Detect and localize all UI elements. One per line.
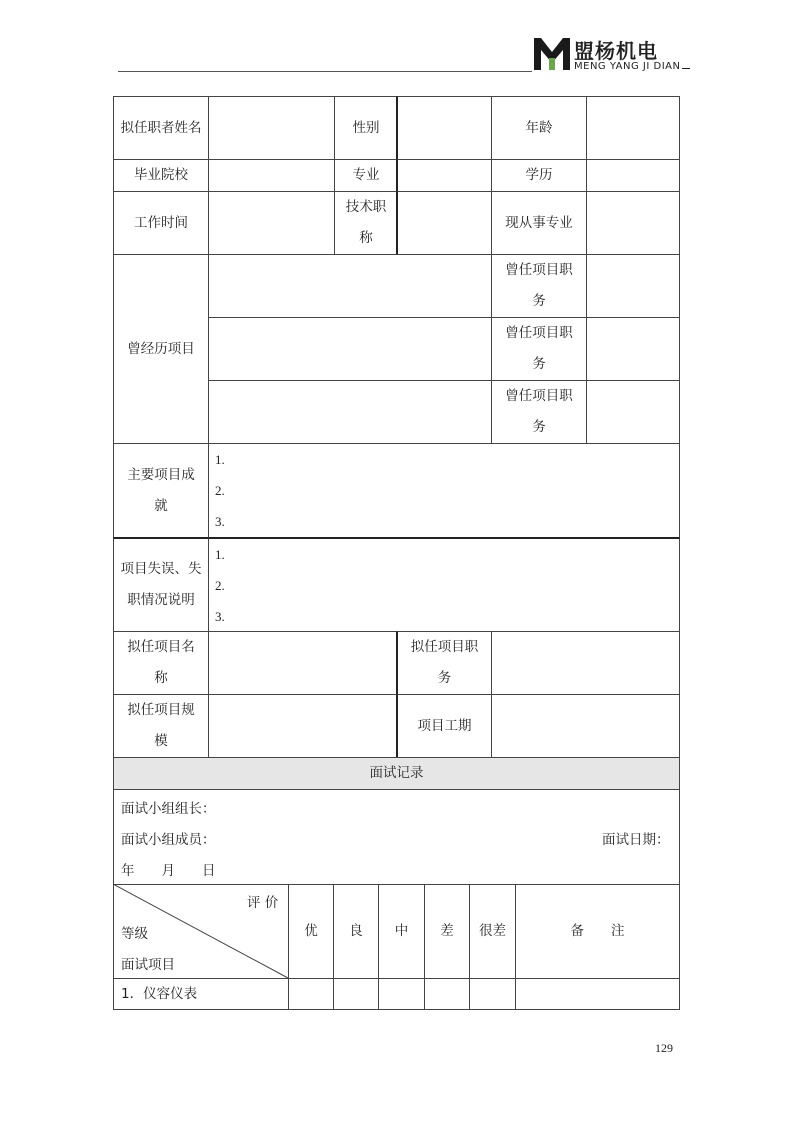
page-number: 129 [655,1041,673,1055]
history-project-2[interactable] [208,317,492,381]
achievements-item-3: 3. [215,514,225,529]
interview-section-title: 面试记录 [113,757,680,790]
proposed-scale-value[interactable] [208,694,398,758]
past-role-value-2[interactable] [586,317,680,381]
achievements-item-1: 1. [215,452,225,467]
grade-excellent: 优 [288,884,334,979]
achievements-item-2: 2. [215,483,225,498]
interview-leader-label: 面试小组组长： [121,801,216,817]
interview-members-label: 面试小组成员： [121,832,216,848]
grade-label: 等级 [121,926,148,942]
school-label: 毕业院校 [113,159,209,192]
eval-appearance-remarks[interactable] [515,978,680,1010]
duration-label: 项目工期 [396,694,492,758]
proposed-project-value[interactable] [208,631,398,695]
grade-average: 中 [378,884,425,979]
past-role-label-3: 曾任项目职务 [491,380,587,444]
grade-poor: 差 [424,884,470,979]
remarks-label: 备 注 [515,884,680,979]
mistakes-label: 项目失误、失职情况说明 [113,537,209,632]
logo-chinese-text: 盟杨机电 [574,39,658,63]
major-label: 专业 [334,159,398,192]
degree-value[interactable] [586,159,680,192]
eval-item-appearance: 1．仪容仪表 [113,978,289,1010]
past-role-label-2: 曾任项目职务 [491,317,587,381]
header-rule [118,71,532,72]
history-project-1[interactable] [208,254,492,318]
current-major-value[interactable] [586,191,680,255]
eval-appearance-very-poor[interactable] [469,978,516,1010]
age-label: 年龄 [491,96,587,160]
work-time-label: 工作时间 [113,191,209,255]
eval-label: 评 价 [247,895,279,911]
achievements-value[interactable] [208,443,680,538]
mistakes-value[interactable] [208,537,680,632]
past-role-label-1: 曾任项目职务 [491,254,587,318]
interview-date-label: 面试日期： [602,832,670,848]
current-major-label: 现从事专业 [491,191,587,255]
interview-item-label: 面试项目 [121,957,175,973]
past-role-value-1[interactable] [586,254,680,318]
company-logo [534,36,684,76]
duration-value[interactable] [491,694,680,758]
gender-label: 性别 [334,96,398,160]
work-time-value[interactable] [208,191,335,255]
history-label: 曾经历项目 [113,254,209,444]
major-value[interactable] [396,159,492,192]
age-value[interactable] [586,96,680,160]
mistakes-item-1: 1. [215,547,225,562]
name-label: 拟任职者姓名 [113,96,209,160]
name-value[interactable] [208,96,335,160]
achievements-label: 主要项目成就 [113,443,209,538]
proposed-role-value[interactable] [491,631,680,695]
eval-appearance-poor[interactable] [424,978,470,1010]
history-project-3[interactable] [208,380,492,444]
degree-label: 学历 [491,159,587,192]
gender-value[interactable] [396,96,492,160]
school-value[interactable] [208,159,335,192]
interview-date-parts: 年 月 日 [121,863,216,879]
eval-appearance-excellent[interactable] [288,978,334,1010]
logo-mark-icon [534,36,570,72]
eval-appearance-average[interactable] [378,978,425,1010]
proposed-role-label: 拟任项目职务 [396,631,492,695]
past-role-value-3[interactable] [586,380,680,444]
eval-appearance-good[interactable] [333,978,379,1010]
logo-english-text: MENG YANG JI DIAN [574,61,690,72]
grade-good: 良 [333,884,379,979]
title-value[interactable] [396,191,492,255]
mistakes-item-3: 3. [215,609,225,624]
grade-very-poor: 很差 [469,884,516,979]
title-label: 技术职称 [334,191,398,255]
proposed-project-label: 拟任项目名称 [113,631,209,695]
proposed-scale-label: 拟任项目规模 [113,694,209,758]
mistakes-item-2: 2. [215,578,225,593]
